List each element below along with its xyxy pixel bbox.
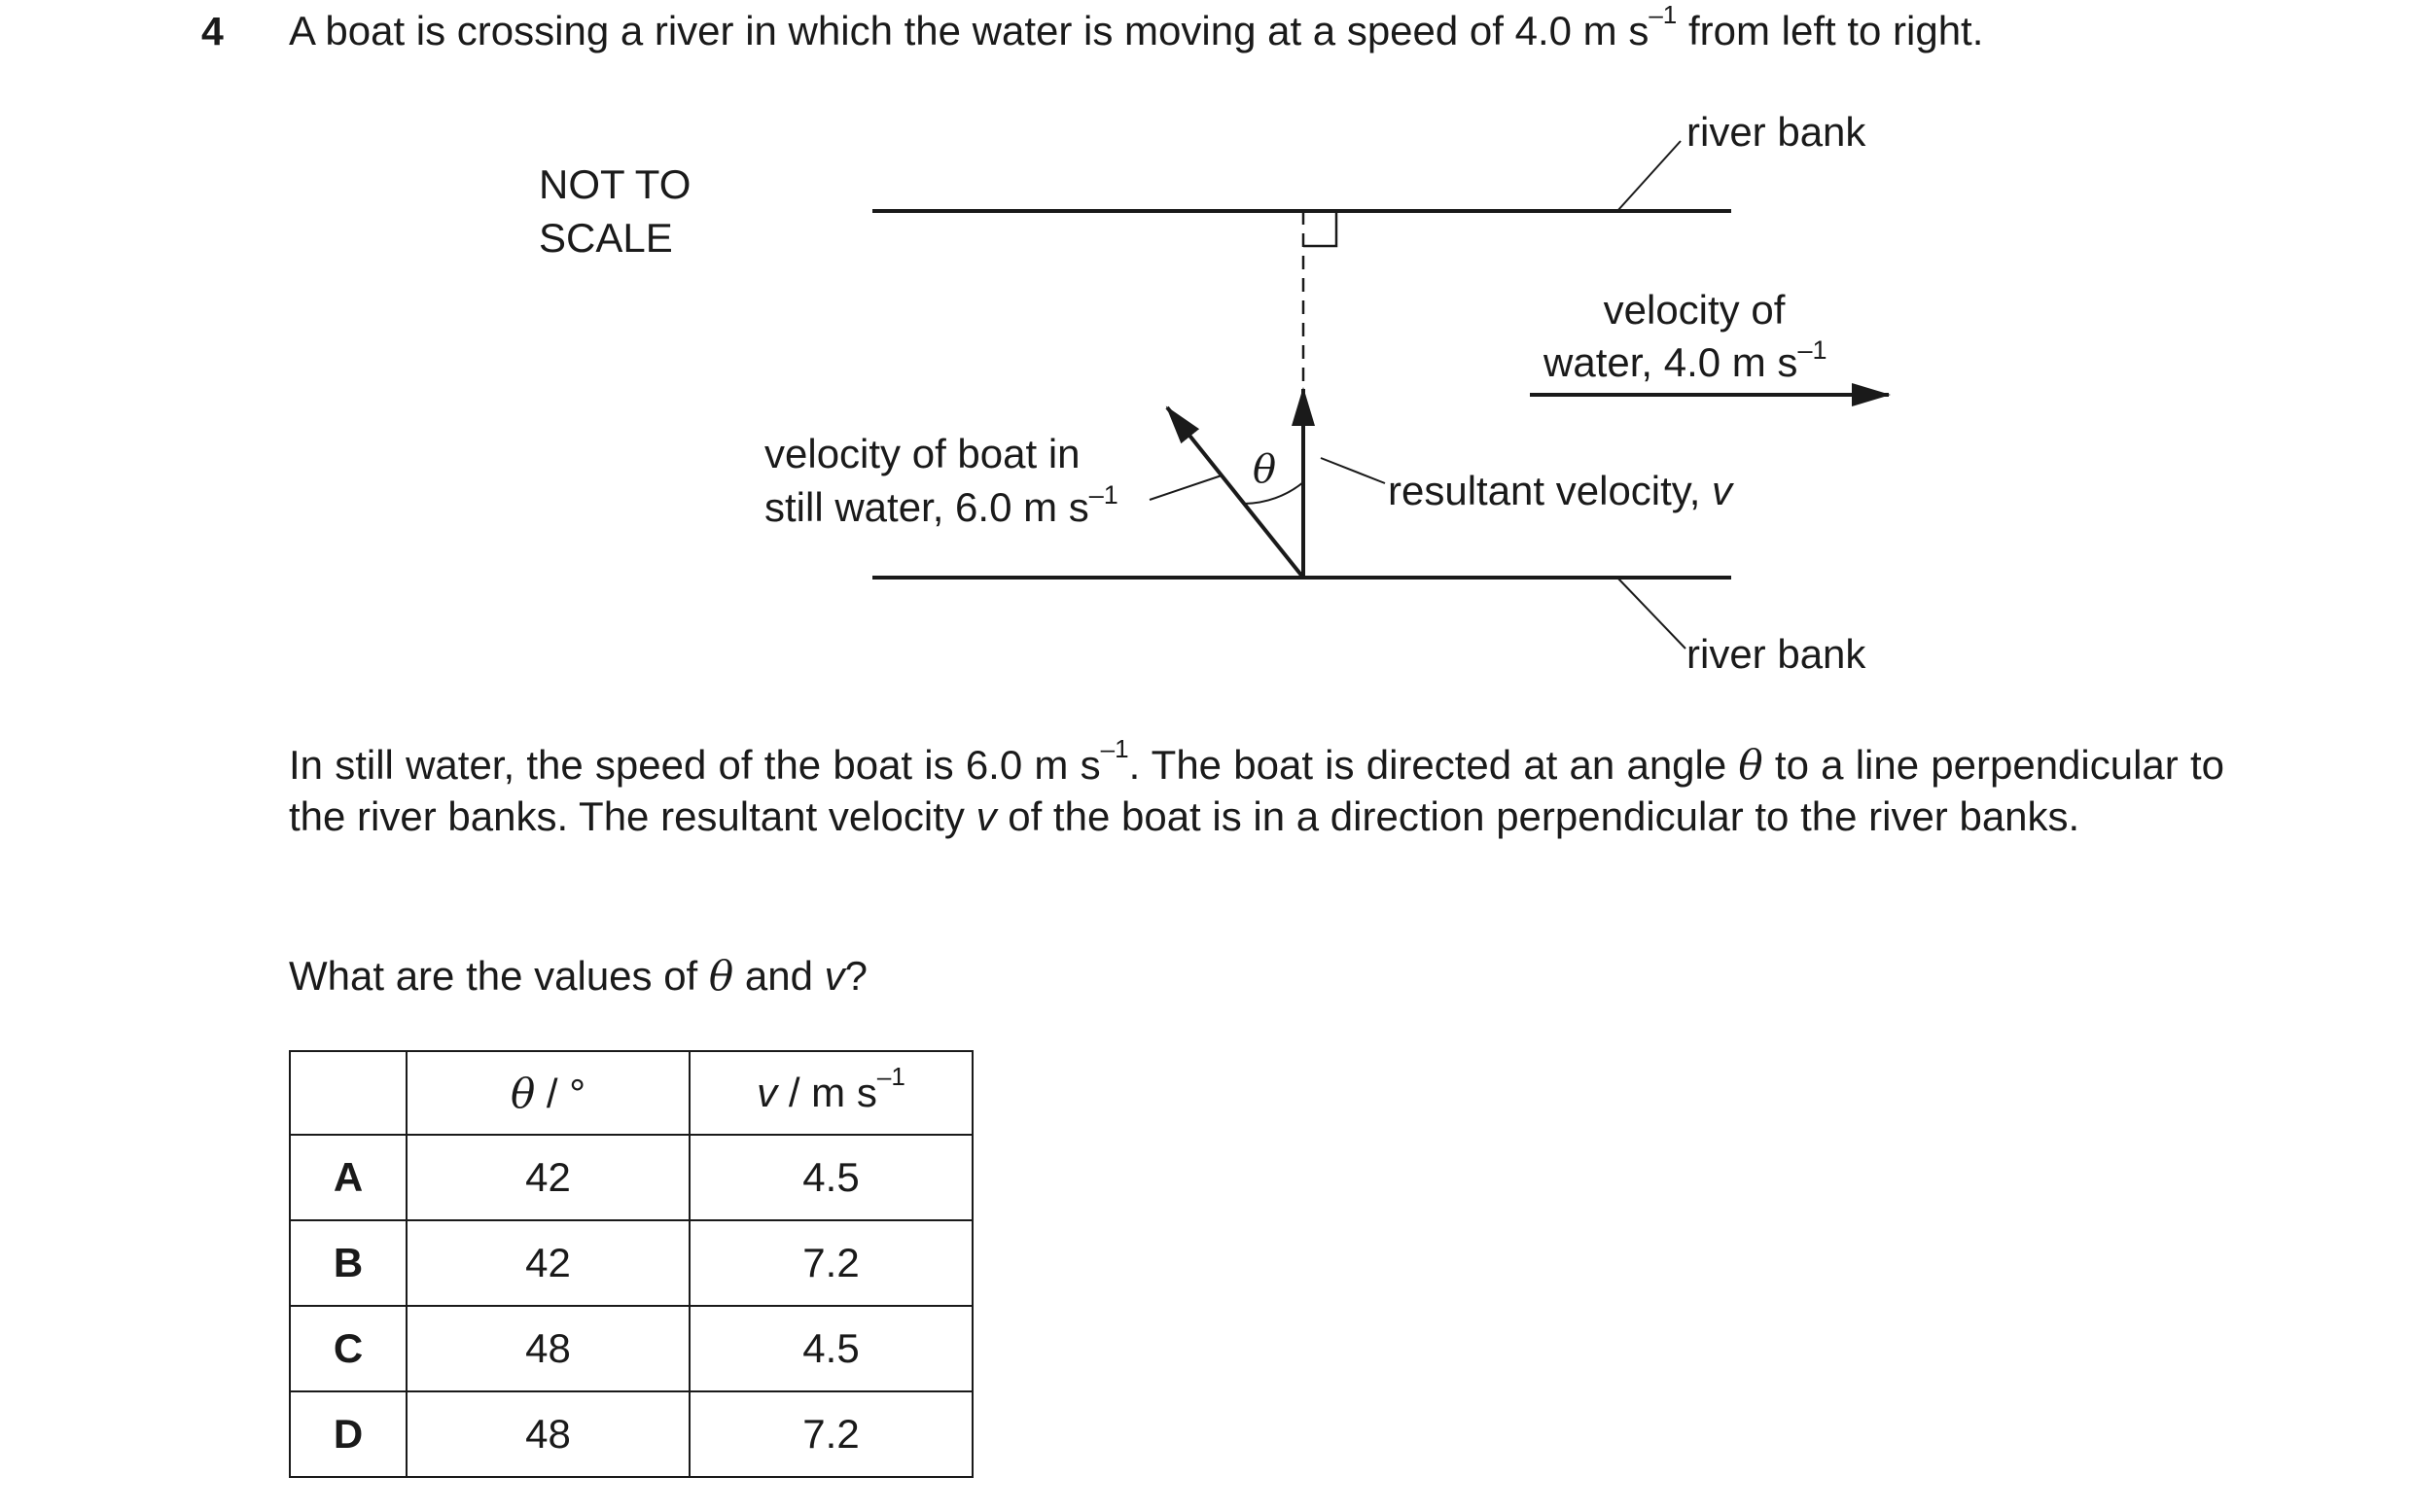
- question-ask: [289, 949, 868, 1003]
- right-angle-marker: [1303, 211, 1336, 246]
- option-letter[interactable]: D: [290, 1391, 407, 1477]
- option-v-value: 7.2: [690, 1391, 973, 1477]
- option-letter[interactable]: B: [290, 1220, 407, 1306]
- resultant-velocity-label: [1388, 468, 1735, 513]
- table-row[interactable]: [290, 1391, 973, 1477]
- option-letter[interactable]: C: [290, 1306, 407, 1391]
- header-v-exponent: –1: [876, 1061, 905, 1091]
- water-velocity-exponent: –1: [1797, 335, 1827, 365]
- header-theta-symbol: θ: [510, 1069, 536, 1117]
- resultant-velocity-text: resultant velocity,: [1388, 468, 1713, 513]
- ask-v: v: [824, 953, 845, 999]
- paragraph-theta: θ: [1738, 741, 1763, 789]
- paragraph-exponent: –1: [1100, 733, 1129, 763]
- boat-velocity-exponent: –1: [1088, 480, 1118, 510]
- stem-text: A boat is crossing a river in which the water is moving at a speed of 4.0 m s: [289, 8, 1649, 53]
- header-v: [690, 1051, 973, 1135]
- boat-velocity-text: velocity of boat in: [764, 431, 1081, 476]
- ask-theta: θ: [708, 952, 734, 1000]
- table-row[interactable]: [290, 1306, 973, 1391]
- ask-before: What are the values of: [289, 953, 709, 999]
- stem-text-end: from left to right.: [1677, 8, 1984, 53]
- top-bank-label: river bank: [1686, 109, 1866, 155]
- question-paragraph: [289, 733, 2224, 842]
- stem-unit-exponent: –1: [1649, 0, 1678, 29]
- question-number: 4: [201, 9, 224, 53]
- option-v-value: 4.5: [690, 1135, 973, 1220]
- not-to-scale-label: NOT TO: [539, 161, 692, 207]
- resultant-velocity-symbol: v: [1712, 468, 1733, 513]
- header-theta-unit: / °: [535, 1070, 586, 1116]
- paragraph-part-2: . The boat is directed at an angle: [1128, 742, 1739, 788]
- boat-velocity-label-2: [764, 480, 1118, 530]
- table-row[interactable]: [290, 1135, 973, 1220]
- paragraph-part-4: of the boat is in a direction perpendicular to the river banks.: [996, 793, 2080, 839]
- header-empty-cell: [290, 1051, 407, 1135]
- option-v-value: 4.5: [690, 1306, 973, 1391]
- top-bank-leader: [1617, 141, 1681, 211]
- ask-middle: and: [733, 953, 825, 999]
- bottom-bank-leader: [1617, 578, 1685, 649]
- river-crossing-diagram: [0, 0, 2412, 739]
- water-velocity-label-2: [1543, 335, 1827, 385]
- water-velocity-label: [1604, 287, 1786, 333]
- water-velocity-value: water, 4.0 m s: [1543, 339, 1798, 385]
- boat-velocity-value: still water, 6.0 m s: [764, 484, 1089, 530]
- boat-velocity-leader: [1150, 475, 1222, 500]
- option-v-value: 7.2: [690, 1220, 973, 1306]
- water-velocity-text: velocity of: [1603, 287, 1786, 333]
- option-theta-value: 48: [407, 1391, 690, 1477]
- paragraph-part-3: to a line perpendicular to the river banks. The resultant velocity: [289, 742, 2224, 839]
- boat-velocity-label: [764, 431, 1081, 476]
- table-row[interactable]: [290, 1220, 973, 1306]
- table-header-row: [290, 1051, 973, 1135]
- ask-after: ?: [844, 953, 868, 999]
- header-v-symbol: v: [757, 1070, 778, 1115]
- resultant-velocity-leader: [1321, 458, 1385, 483]
- paragraph-v: v: [975, 793, 997, 839]
- not-to-scale-label-2: SCALE: [539, 215, 673, 261]
- option-letter[interactable]: A: [290, 1135, 407, 1220]
- option-theta-value: 42: [407, 1135, 690, 1220]
- option-theta-value: 48: [407, 1306, 690, 1391]
- header-v-unit: / m s: [777, 1070, 877, 1115]
- answer-options-table: [289, 1050, 974, 1478]
- boat-velocity-arrow: [1167, 407, 1303, 578]
- bottom-bank-label: river bank: [1686, 631, 1866, 677]
- theta-label: θ: [1253, 447, 1277, 492]
- paragraph-part-1: In still water, the speed of the boat is 6.0 m s: [289, 742, 1101, 788]
- option-theta-value: 42: [407, 1220, 690, 1306]
- header-theta: [407, 1051, 690, 1135]
